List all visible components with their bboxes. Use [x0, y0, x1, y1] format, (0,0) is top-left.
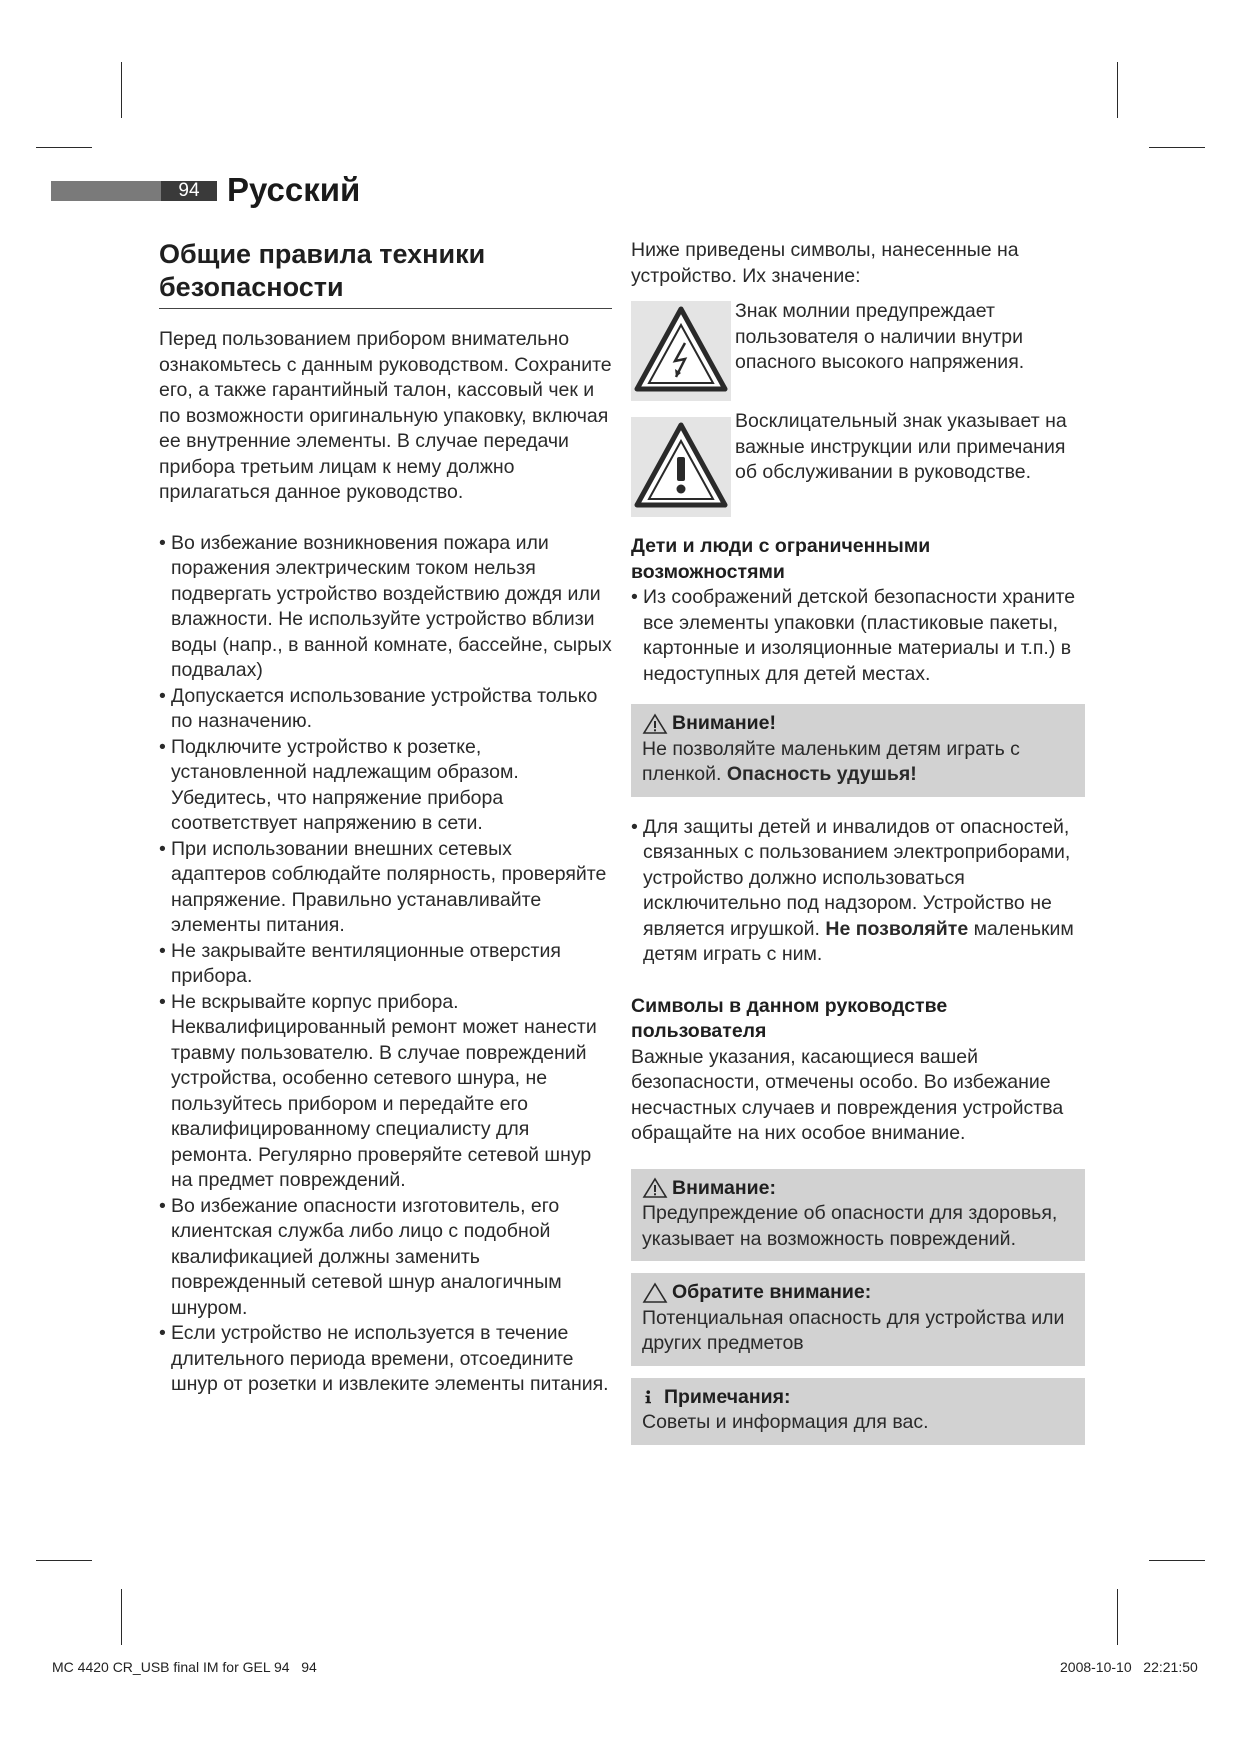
notice-title: Внимание: — [672, 1176, 776, 1199]
symbol-description: Знак молнии предупреждает пользователя о наличии внутри опасного высокого напряжения. — [735, 300, 1025, 373]
info-icon — [642, 1386, 660, 1408]
notice-text-plain: Не позволяйте маленьким детям играть с пленкой. — [642, 737, 1020, 785]
list-item-bold: Не позволяйте — [825, 917, 969, 940]
children-heading: Дети и люди с ограниченными возможностями — [631, 535, 931, 583]
children-list — [631, 585, 1085, 687]
crop-mark — [36, 147, 92, 148]
list-item: • Во избежание возникновения пожара или поражения электрическим током нельзя подвергать устройство воздействию дождя или влажности. Не используйте устройство вблизи воды (напр., в ванной комнате, бассейне, сырых подвалах) — [159, 531, 612, 684]
list-item: • При использовании внешних сетевых адаптеров соблюдайте полярность, проверяйте напряжение. Правильно устанавливайте элементы питания. — [159, 837, 612, 939]
list-item: • Допускается использование устройства только по назначению. — [159, 684, 612, 735]
crop-mark — [1117, 62, 1118, 118]
list-item: • Подключите устройство к розетке, установленной надлежащим образом. Убедитесь, что напряжение прибора соответствует напряжению в сети. — [159, 735, 612, 837]
warning-triangle-icon — [642, 713, 668, 735]
page-number: 94 — [161, 181, 217, 201]
crop-mark — [121, 62, 122, 118]
language-title: Русский — [227, 171, 361, 208]
symbols-intro: Ниже приведены символы, нанесенные на устройство. Их значение: — [631, 239, 1019, 287]
notice-title: Внимание! — [672, 712, 776, 734]
warning-triangle-icon — [642, 1177, 668, 1199]
crop-mark — [36, 1560, 92, 1561]
crop-mark — [121, 1589, 122, 1645]
notice-text: Предупреждение об опасности для здоровья, указывает на возможность повреждений. — [642, 1202, 1058, 1250]
intro-paragraph: Перед пользованием прибором внимательно ознакомьтесь с данным руководством. Сохраните его, а также гарантийный талон, кассовый чек и по возможности оригинальную упаковку, включая ее внутренние элементы. В случае передачи прибора третьим лицам к нему должно прилагаться данное руководство. — [159, 328, 612, 503]
health-warning-notice — [631, 1169, 1085, 1262]
list-item: • Не вскрывайте корпус прибора. Неквалифицированный ремонт может нанести травму пользователю. В случае повреждений устройства, особенно сетевого шнура, не пользуйтесь прибором и передайте его квалифицированному специалисту для ремонта. Регулярно проверяйте сетевой шнур на предмет повреждений. — [159, 990, 612, 1194]
crop-mark — [1149, 147, 1205, 148]
caution-notice — [631, 1273, 1085, 1366]
crop-mark — [1117, 1589, 1118, 1645]
right-column — [631, 238, 1085, 1445]
footer-timestamp: 2008-10-10 22:21:50 — [1060, 1659, 1198, 1675]
notice-title: Примечания: — [664, 1385, 791, 1408]
notice-text-bold: Опасность удушья! — [726, 763, 917, 785]
list-item — [631, 815, 1085, 968]
list-item: • Не закрывайте вентиляционные отверстия прибора. — [159, 939, 612, 990]
notice-text — [642, 737, 1074, 788]
list-item-text: Для защиты детей и инвалидов от опасностей, связанных с пользованием электроприборами, устройство должно использоваться исключительно под надзором. Устройство не является игрушкой. — [643, 815, 1071, 940]
manual-symbols-text: Важные указания, касающиеся вашей безопасности, отмечены особо. Во избежание несчастных случаев и повреждения устройства обращайте на них особое внимание. — [631, 1045, 1064, 1144]
warning-notice — [631, 704, 1085, 797]
notice-title: Обратите внимание: — [672, 1281, 872, 1303]
children-list-2 — [631, 815, 1085, 968]
header-bar — [51, 181, 161, 201]
symbol-lightning — [631, 301, 1085, 401]
symbol-description: Восклицательный знак указывает на важные инструкции или примечания об обслуживании в руководстве. — [735, 410, 1067, 483]
exclamation-warning-icon — [631, 417, 731, 517]
list-item-text: маленьким детям играть с ним. — [643, 917, 1074, 965]
caution-triangle-icon — [642, 1282, 668, 1304]
footer-file-info: MC 4420 CR_USB final IM for GEL 94 94 — [52, 1659, 317, 1675]
section-title: Общие правила техники безопасности — [159, 238, 612, 309]
safety-list — [159, 531, 612, 1398]
left-column — [159, 238, 612, 1398]
lightning-warning-icon — [631, 301, 731, 401]
notice-text: Советы и информация для вас. — [642, 1411, 929, 1433]
list-item: • Из соображений детской безопасности храните все элементы упаковки (пластиковые пакеты, картонные и изоляционные материалы и т.п.) в недоступных для детей местах. — [631, 585, 1085, 687]
list-item: • Если устройство не используется в течение длительного периода времени, отсоедините шнур от розетки и извлеките элементы питания. — [159, 1321, 612, 1398]
crop-mark — [1149, 1560, 1205, 1561]
info-notice — [631, 1378, 1085, 1445]
manual-symbols-heading: Символы в данном руководстве пользователя — [631, 994, 948, 1042]
list-item: • Во избежание опасности изготовитель, его клиентская служба либо лицо с подобной квалификацией должны заменить поврежденный сетевой шнур аналогичным шнуром. — [159, 1194, 612, 1322]
symbol-exclamation — [631, 411, 1085, 517]
notice-text: Потенциальная опасность для устройства или других предметов — [642, 1306, 1065, 1354]
